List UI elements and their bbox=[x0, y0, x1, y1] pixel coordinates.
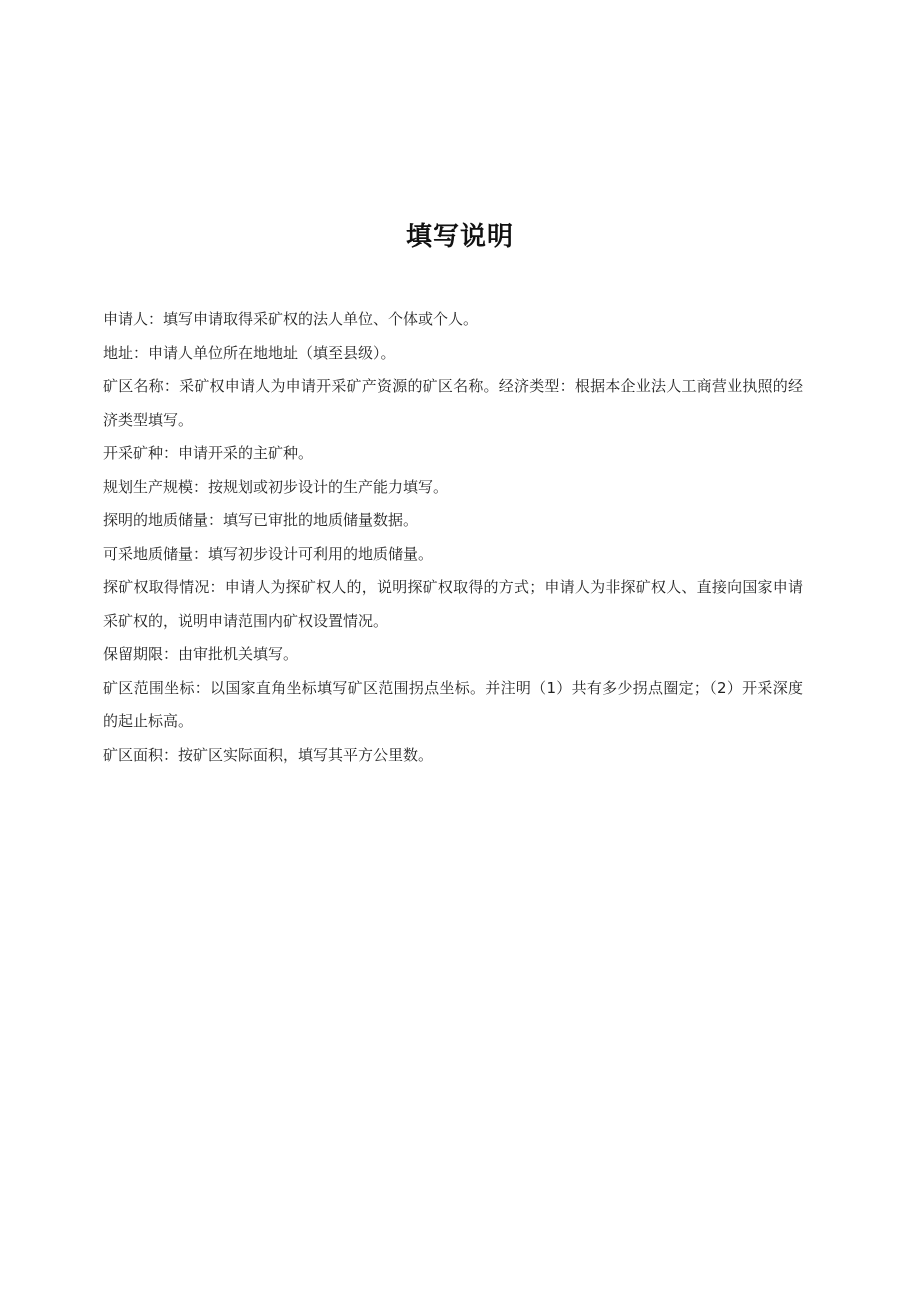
instruction-recoverable-reserves: 可采地质储量：填写初步设计可利用的地质储量。 bbox=[103, 544, 434, 563]
instruction-production-scale: 规划生产规模：按规划或初步设计的生产能力填写。 bbox=[103, 477, 449, 496]
instruction-mine-name: 矿区名称：采矿权申请人为申请开采矿产资源的矿区名称。经济类型：根据本企业法人工商营业执照的经济类型填写。 bbox=[103, 377, 803, 429]
instruction-retention-period: 保留期限：由审批机关填写。 bbox=[103, 645, 299, 663]
instruction-area: 矿区面积：按矿区实际面积，填写其平方公里数。 bbox=[103, 745, 434, 764]
instruction-proven-reserves: 探明的地质储量：填写已审批的地质储量数据。 bbox=[103, 511, 419, 529]
instruction-exploration-rights: 探矿权取得情况：申请人为探矿权人的，说明探矿权取得的方式；申请人为非探矿权人、直接向国家申请采矿权的，说明申请范围内矿权设置情况。 bbox=[103, 578, 803, 630]
instructions-body bbox=[103, 303, 803, 772]
instruction-address: 地址：申请人单位所在地地址（填至县级）。 bbox=[103, 343, 396, 362]
page-title: 填写说明 bbox=[405, 222, 514, 252]
instruction-applicant: 申请人：填写申请取得采矿权的法人单位、个体或个人。 bbox=[103, 310, 479, 328]
instruction-coordinates: 矿区范围坐标：以国家直角坐标填写矿区范围拐点坐标。并注明（1）共有多少拐点圈定；（2）开采深度的起止标高。 bbox=[103, 678, 803, 730]
instruction-mineral-type: 开采矿种：申请开采的主矿种。 bbox=[103, 444, 314, 462]
